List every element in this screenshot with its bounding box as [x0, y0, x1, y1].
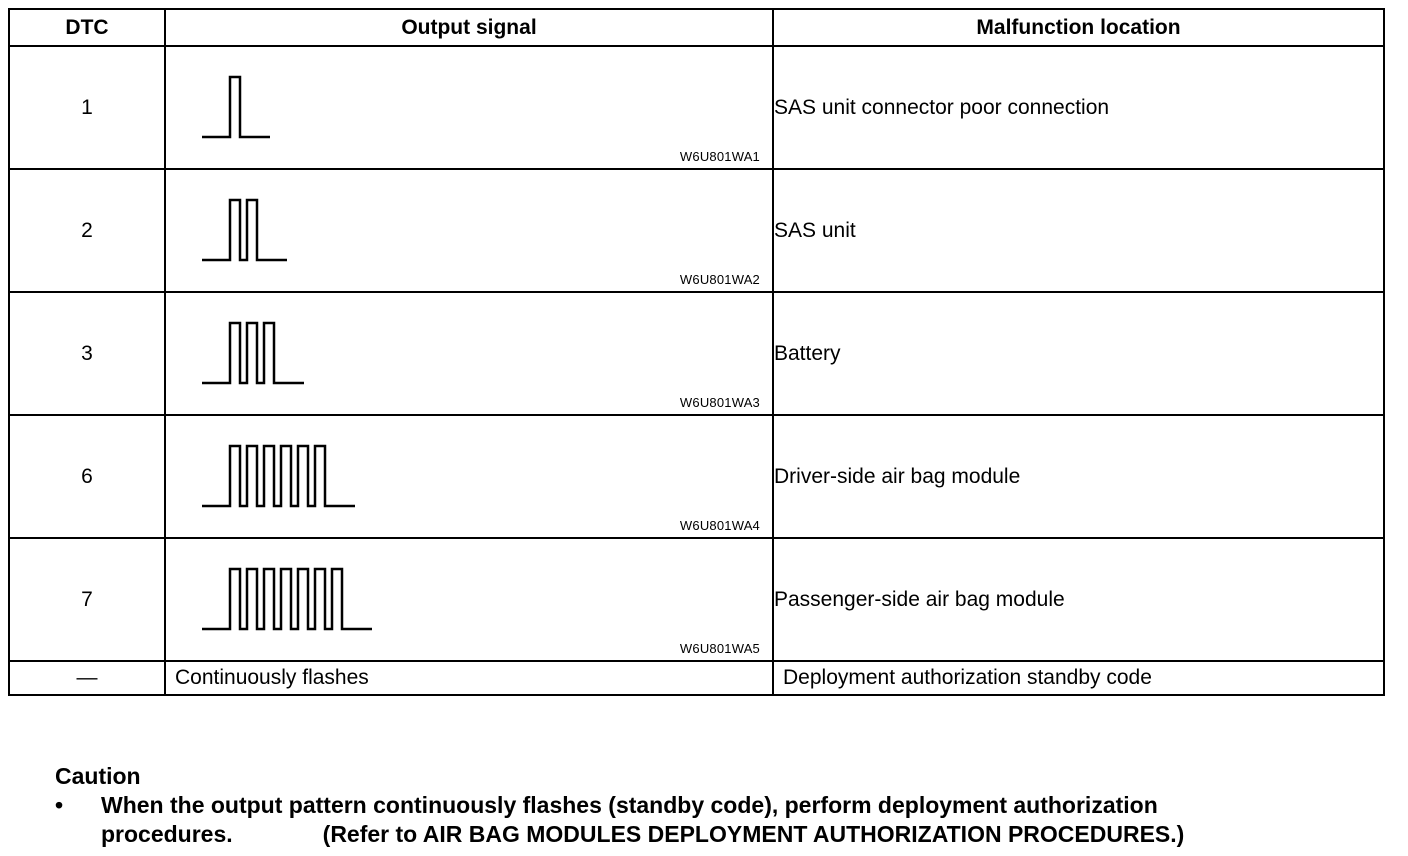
figure-code: W6U801WA4 [679, 518, 760, 533]
table-row [9, 661, 1384, 695]
dtc-code: 3 [9, 292, 165, 415]
caution-bullet-item [55, 791, 1395, 849]
figure-code: W6U801WA1 [679, 149, 760, 164]
pulse-path [202, 446, 355, 506]
header-malfunction-location: Malfunction location [773, 9, 1384, 46]
pulse-waveform [166, 47, 766, 166]
figure-code: W6U801WA2 [679, 272, 760, 287]
bullet-icon: • [55, 792, 64, 818]
pulse-waveform [166, 293, 766, 412]
dtc-code: 1 [9, 46, 165, 169]
table-row [9, 169, 1384, 292]
output-signal-cell [165, 292, 773, 415]
malfunction-location: Passenger-side air bag module [773, 538, 1384, 661]
caution-note [55, 762, 1395, 849]
table-row [9, 415, 1384, 538]
malfunction-location: Battery [773, 292, 1384, 415]
table-header-row [9, 9, 1384, 46]
malfunction-location: Deployment authorization standby code [773, 661, 1384, 695]
output-signal-text: Continuously flashes [165, 661, 773, 695]
malfunction-location: Driver-side air bag module [773, 415, 1384, 538]
pulse-waveform [166, 416, 766, 535]
caution-reference: (Refer to AIR BAG MODULES DEPLOYMENT AUTHORIZATION PROCEDURES.) [322, 821, 1185, 847]
pulse-waveform [166, 170, 766, 289]
dtc-code: 6 [9, 415, 165, 538]
pulse-path [202, 569, 372, 629]
dtc-table [8, 8, 1385, 696]
malfunction-location: SAS unit [773, 169, 1384, 292]
pulse-path [202, 323, 304, 383]
caution-text-line1: When the output pattern continuously flashes (standby code), perform deployment authorization [101, 792, 1158, 818]
dtc-code: — [9, 661, 165, 695]
header-output-signal: Output signal [165, 9, 773, 46]
table-row [9, 292, 1384, 415]
figure-code: W6U801WA3 [679, 395, 760, 410]
pulse-path [202, 200, 287, 260]
output-signal-cell [165, 46, 773, 169]
caution-procedures-text: procedures. [101, 821, 233, 847]
table-row [9, 538, 1384, 661]
pulse-waveform [166, 539, 766, 658]
output-signal-cell [165, 169, 773, 292]
malfunction-location: SAS unit connector poor connection [773, 46, 1384, 169]
header-dtc: DTC [9, 9, 165, 46]
caution-text-line2 [101, 820, 1395, 849]
dtc-code: 2 [9, 169, 165, 292]
caution-title: Caution [55, 763, 141, 789]
output-signal-cell [165, 538, 773, 661]
output-signal-cell [165, 415, 773, 538]
pulse-path [202, 77, 270, 137]
table-row [9, 46, 1384, 169]
figure-code: W6U801WA5 [679, 641, 760, 656]
dtc-code: 7 [9, 538, 165, 661]
